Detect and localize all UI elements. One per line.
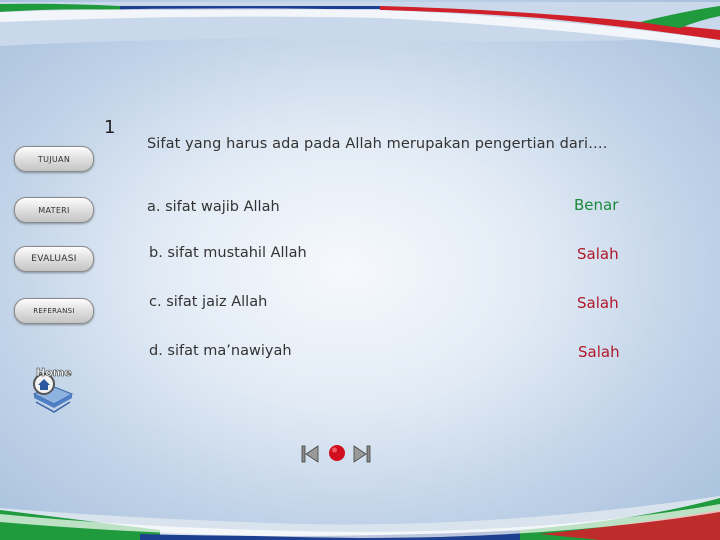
materi-button[interactable] xyxy=(14,197,94,223)
next-button[interactable] xyxy=(352,443,372,465)
option-c[interactable]: c. sifat jaiz Allah xyxy=(149,294,268,310)
option-a[interactable]: a. sifat wajib Allah xyxy=(147,199,280,215)
question-number: 1 xyxy=(104,117,116,138)
option-d[interactable]: d. sifat ma’nawiyah xyxy=(149,343,292,359)
materi-label: MATERI xyxy=(38,205,70,215)
prev-button[interactable] xyxy=(300,443,320,465)
top-decorative-frame xyxy=(0,0,720,50)
option-c-result: Salah xyxy=(577,294,619,312)
question-text: Sifat yang harus ada pada Allah merupakan pengertian dari…. xyxy=(147,136,608,152)
evaluasi-label: EVALUASI xyxy=(31,254,77,264)
option-b[interactable]: b. sifat mustahil Allah xyxy=(149,245,307,261)
home-label: Home xyxy=(36,366,72,379)
skip-back-icon xyxy=(302,446,318,462)
referensi-button[interactable] xyxy=(14,298,94,324)
evaluasi-button[interactable] xyxy=(14,246,94,272)
tujuan-label: TUJUAN xyxy=(37,154,71,164)
red-dot-icon xyxy=(329,445,345,461)
option-d-result: Salah xyxy=(578,343,620,361)
current-slide-button[interactable] xyxy=(327,443,347,465)
bottom-decorative-frame xyxy=(0,490,720,540)
home-house-icon xyxy=(34,374,72,412)
home-button[interactable] xyxy=(30,360,74,414)
option-a-result: Benar xyxy=(574,196,619,214)
referensi-label: REFERANSI xyxy=(33,307,75,315)
skip-forward-icon xyxy=(354,446,370,462)
option-b-result: Salah xyxy=(577,245,619,263)
tujuan-button[interactable] xyxy=(14,146,94,172)
